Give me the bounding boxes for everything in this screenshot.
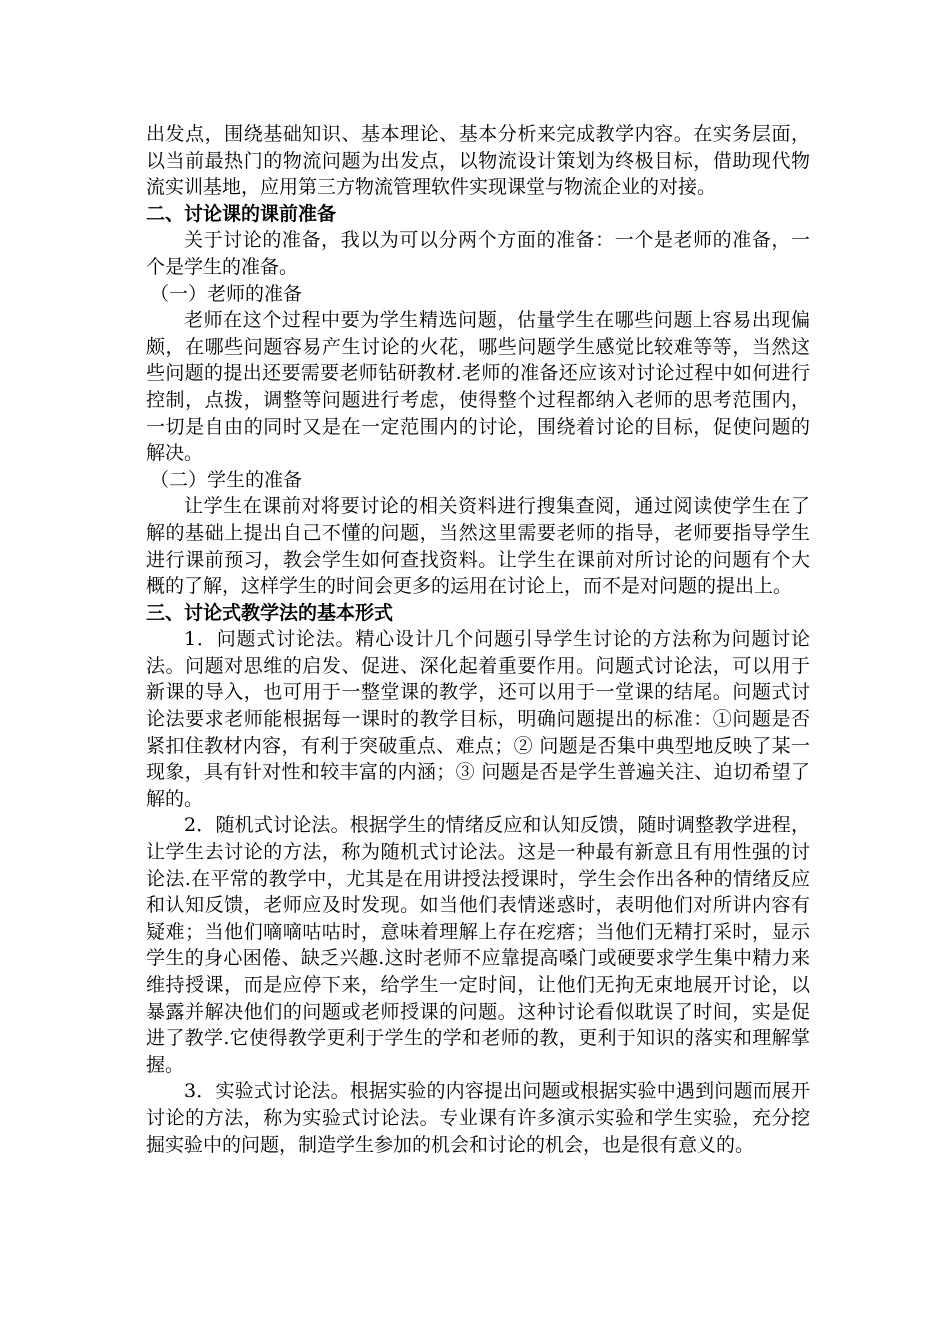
- subheading-teacher-preparation: （一）老师的准备: [150, 282, 303, 305]
- paragraph-student-preparation: 让学生在课前对将要讨论的相关资料进行搜集查阅，通过阅读使学生在了解的基础上提出自己不懂的问题，当然这里需要老师的指导，老师要指导学生进行课前预习，教会学生如何查找资料。让学生在课前对所讨论的问题有个大概的了解，这样学生的时间会更多的运用在讨论上，而不是对问题的提出上。: [146, 495, 810, 598]
- section-heading-3: 三、讨论式教学法的基本形式: [146, 601, 394, 624]
- paragraph-question-discussion: 1．问题式讨论法。精心设计几个问题引导学生讨论的方法称为问题讨论法。问题对思维的启发、促进、深化起着重要作用。问题式讨论法，可以用于新课的导入，也可用于一整堂课的教学，还可以用于一堂课的结尾。问题式讨论法要求老师能根据每一课时的教学目标，明确问题提出的标准：①问题是否紧扣住教材内容，有利于突破重点、难点；② 问题是否集中典型地反映了某一现象，具有针对性和较丰富的内涵；③ 问题是否是学生普遍关注、迫切希望了解的。: [146, 628, 810, 810]
- document-body: [146, 121, 810, 1158]
- paragraph-random-discussion: 2．随机式讨论法。根据学生的情绪反应和认知反馈，随时调整教学进程，让学生去讨论的方法，称为随机式讨论法。这是一种最有新意且有用性强的讨论法.在平常的教学中，尤其是在用讲授法授课时，学生会作出各种的情绪反应和认知反馈，老师应及时发现。如当他们表情迷惑时，表明他们对所讲内容有疑难；当他们嘀嘀咕咕时，意味着理解上存在疙瘩；当他们无精打采时，显示学生的身心困倦、缺乏兴趣.这时老师不应靠提高嗓门或硬要求学生集中精力来维持授课，而是应停下来，给学生一定时间，让他们无拘无束地展开讨论，以暴露并解决他们的问题或老师授课的问题。这种讨论看似耽误了时间，实是促进了教学.它使得教学更利于学生的学和老师的教，更利于知识的落实和理解掌握。: [146, 814, 810, 1076]
- paragraph-preparation-overview: 关于讨论的准备，我以为可以分两个方面的准备：一个是老师的准备，一个是学生的准备。: [146, 229, 810, 278]
- paragraph-teacher-preparation: 老师在这个过程中要为学生精选问题，估量学生在哪些问题上容易出现偏颇，在哪些问题容易产生讨论的火花，哪些问题学生感觉比较难等等，当然这些问题的提出还要需要老师钻研教材.老师的准备还应该对讨论过程中如何进行控制，点拨，调整等问题进行考虑，使得整个过程都纳入老师的思考范围内，一切是自由的同时又是在一定范围内的讨论，围绕着讨论的目标，促使问题的解决。: [146, 309, 810, 465]
- paragraph-intro-continuation: 出发点，围绕基础知识、基本理论、基本分析来完成教学内容。在实务层面，以当前最热门的物流问题为出发点，以物流设计策划为终极目标，借助现代物流实训基地，应用第三方物流管理软件实现课堂与物流企业的对接。: [146, 123, 810, 199]
- paragraph-experiment-discussion: 3．实验式讨论法。根据实验的内容提出问题或根据实验中遇到问题而展开讨论的方法，称为实验式讨论法。专业课有许多演示实验和学生实验，充分挖掘实验中的问题，制造学生参加的机会和讨论的机会，也是很有意义的。: [146, 1080, 810, 1156]
- subheading-student-preparation: （二）学生的准备: [150, 468, 303, 491]
- section-heading-2: 二、讨论课的课前准备: [146, 202, 337, 225]
